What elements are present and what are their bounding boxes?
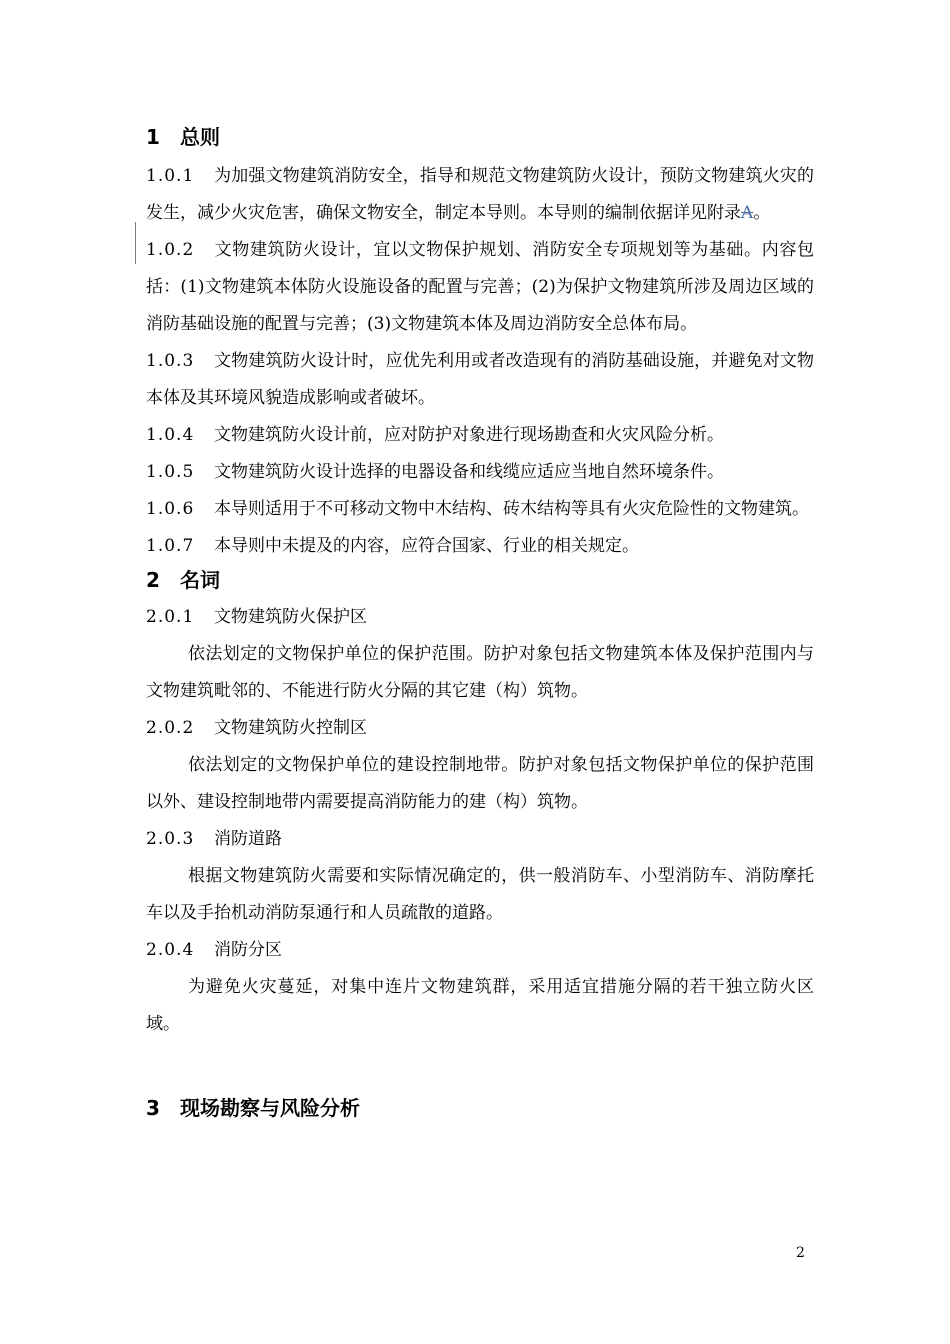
term-2-0-3	[146, 821, 814, 858]
clause-text: 为加强文物建筑消防安全，指导和规范文物建筑防火设计，预防文物建筑火灾的发生，减少火灾危害，确保文物安全，制定本导则。本导则的编制依据详见附录	[146, 166, 814, 223]
clause-tail: 。	[753, 203, 771, 223]
section-number: 3	[146, 1096, 160, 1120]
clause-number: 1.0.5	[146, 462, 195, 482]
term-definition: 根据文物建筑防火需要和实际情况确定的，供一般消防车、小型消防车、消防摩托车以及手抬机动消防泵通行和人员疏散的道路。	[146, 866, 814, 923]
clause-number: 1.0.3	[146, 351, 195, 371]
term-number: 2.0.1	[146, 607, 195, 627]
term-2-0-2	[146, 710, 814, 747]
clause-text: 文物建筑防火设计前，应对防护对象进行现场勘查和火灾风险分析。	[214, 425, 724, 445]
term-definition: 依法划定的文物保护单位的保护范围。防护对象包括文物建筑本体及保护范围内与文物建筑毗邻的、不能进行防火分隔的其它建（构）筑物。	[146, 644, 814, 701]
clause-1-0-2	[146, 232, 814, 343]
clause-1-0-1	[146, 158, 814, 232]
section-heading-3	[146, 1095, 814, 1121]
term-name: 消防道路	[214, 829, 282, 849]
term-definition: 依法划定的文物保护单位的建设控制地带。防护对象包括文物保护单位的保护范围以外、建设控制地带内需要提高消防能力的建（构）筑物。	[146, 755, 814, 812]
term-name: 消防分区	[214, 940, 282, 960]
document-body	[146, 124, 814, 1121]
clause-text: 文物建筑防火设计时，应优先利用或者改造现有的消防基础设施，并避免对文物本体及其环境风貌造成影响或者破坏。	[146, 351, 814, 408]
section-title: 名词	[180, 568, 220, 592]
clause-1-0-7	[146, 528, 814, 565]
term-2-0-4	[146, 932, 814, 969]
clause-1-0-3	[146, 343, 814, 417]
clause-number: 1.0.6	[146, 499, 195, 519]
text-cursor	[135, 222, 136, 264]
clause-1-0-5	[146, 454, 814, 491]
section-title: 现场勘察与风险分析	[180, 1096, 360, 1120]
clause-number: 1.0.2	[146, 240, 195, 260]
section-number: 1	[146, 125, 160, 149]
term-name: 文物建筑防火控制区	[214, 718, 367, 738]
term-2-0-1	[146, 599, 814, 636]
clause-number: 1.0.1	[146, 166, 195, 186]
clause-text: 本导则中未提及的内容，应符合国家、行业的相关规定。	[214, 536, 639, 556]
page-number: 2	[796, 1245, 805, 1261]
term-name: 文物建筑防火保护区	[214, 607, 367, 627]
section-heading-1	[146, 124, 814, 150]
clause-number: 1.0.4	[146, 425, 195, 445]
appendix-reference-link[interactable]: A	[741, 203, 754, 223]
section-number: 2	[146, 568, 160, 592]
section-title: 总则	[180, 125, 220, 149]
term-definition: 为避免火灾蔓延，对集中连片文物建筑群，采用适宜措施分隔的若干独立防火区域。	[146, 977, 814, 1034]
term-number: 2.0.3	[146, 829, 195, 849]
clause-text: 本导则适用于不可移动文物中木结构、砖木结构等具有火灾危险性的文物建筑。	[214, 499, 809, 519]
term-number: 2.0.4	[146, 940, 195, 960]
term-number: 2.0.2	[146, 718, 195, 738]
clause-number: 1.0.7	[146, 536, 195, 556]
clause-1-0-6	[146, 491, 814, 528]
clause-1-0-4	[146, 417, 814, 454]
clause-text: 文物建筑防火设计，宜以文物保护规划、消防安全专项规划等为基础。内容包括：(1)文物建筑本体防火设施设备的配置与完善；(2)为保护文物建筑所涉及周边区域的消防基础设施的配置与完善；(3)文物建筑本体及周边消防安全总体布局。	[146, 240, 814, 334]
clause-text: 文物建筑防火设计选择的电器设备和线缆应适应当地自然环境条件。	[214, 462, 724, 482]
section-heading-2	[146, 567, 814, 593]
